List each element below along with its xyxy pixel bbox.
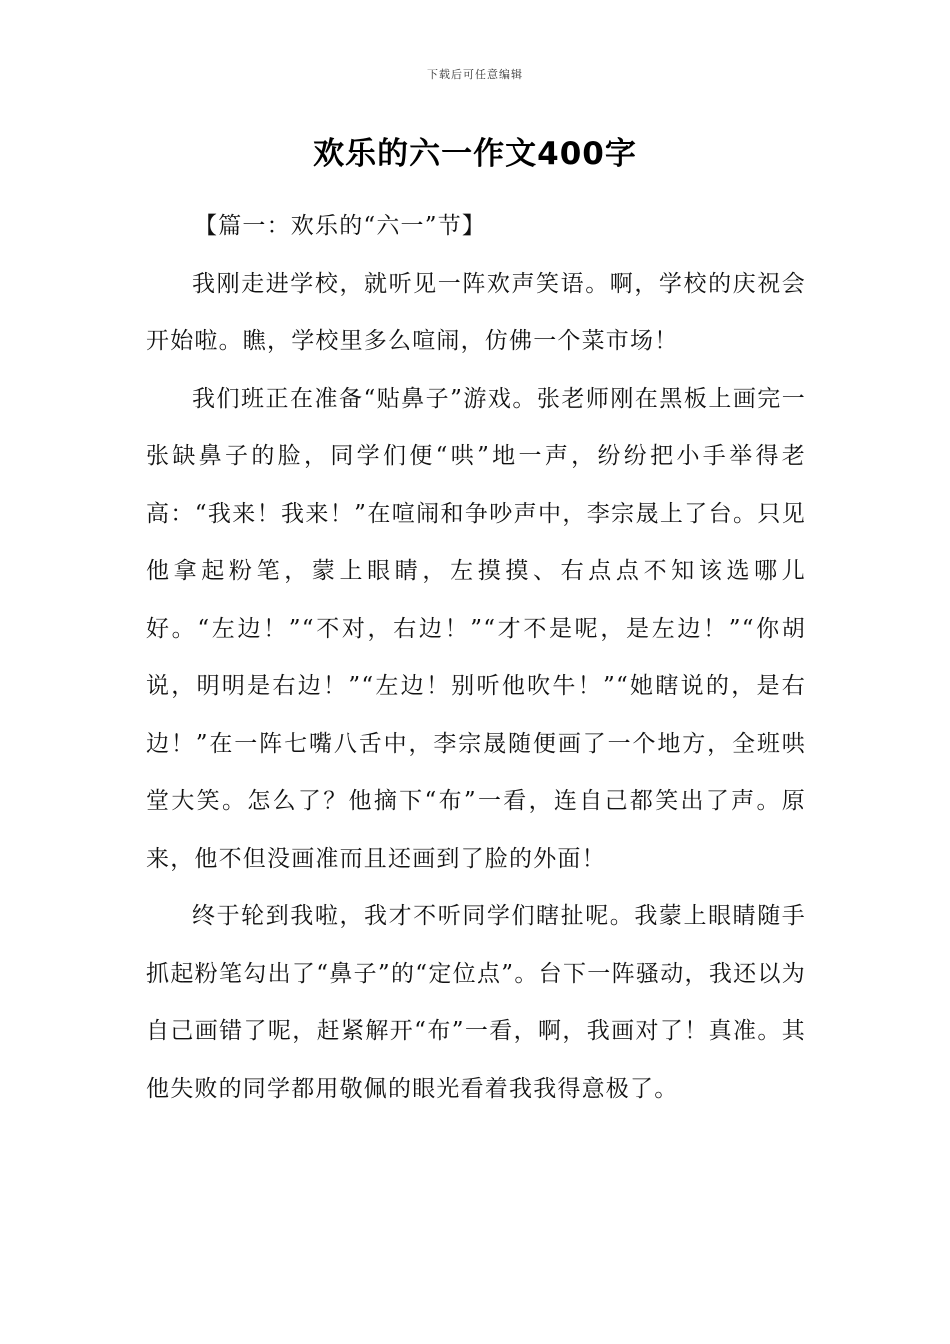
paragraph-2: 我们班正在准备“贴鼻子”游戏。张老师刚在黑板上画完一张缺鼻子的脸，同学们便“哄”地一声，纷纷把小手举得老高：“我来！我来！”在喧闹和争吵声中，李宗晟上了台。只见他拿起粉笔，蒙上眼睛，左摸摸、右点点不知该选哪儿好。“左边！”“不对，右边！”“才不是呢，是左边！”“你胡说，明明是右边！”“左边！别听他吹牛！”“她瞎说的，是右边！”在一阵七嘴八舌中，李宗晟随便画了一个地方，全班哄堂大笑。怎么了？他摘下“布”一看，连自己都笑出了声。原来，他不但没画准而且还画到了脸的外面！ xyxy=(146,385,806,872)
document-body xyxy=(146,198,806,1118)
paragraph-1: 我刚走进学校，就听见一阵欢声笑语。啊，学校的庆祝会开始啦。瞧，学校里多么喧闹，仿佛一个菜市场！ xyxy=(146,270,806,354)
document-title: 欢乐的六一作文400字 xyxy=(313,136,637,172)
section-heading: 【篇一：欢乐的“六一”节】 xyxy=(194,213,487,239)
header-note: 下载后可任意编辑 xyxy=(427,68,523,81)
paragraph-3: 终于轮到我啦，我才不听同学们瞎扯呢。我蒙上眼睛随手抓起粉笔勾出了“鼻子”的“定位点”。台下一阵骚动，我还以为自己画错了呢，赶紧解开“布”一看，啊，我画对了！真准。其他失败的同学都用敬佩的眼光看着我我得意极了。 xyxy=(146,903,806,1102)
